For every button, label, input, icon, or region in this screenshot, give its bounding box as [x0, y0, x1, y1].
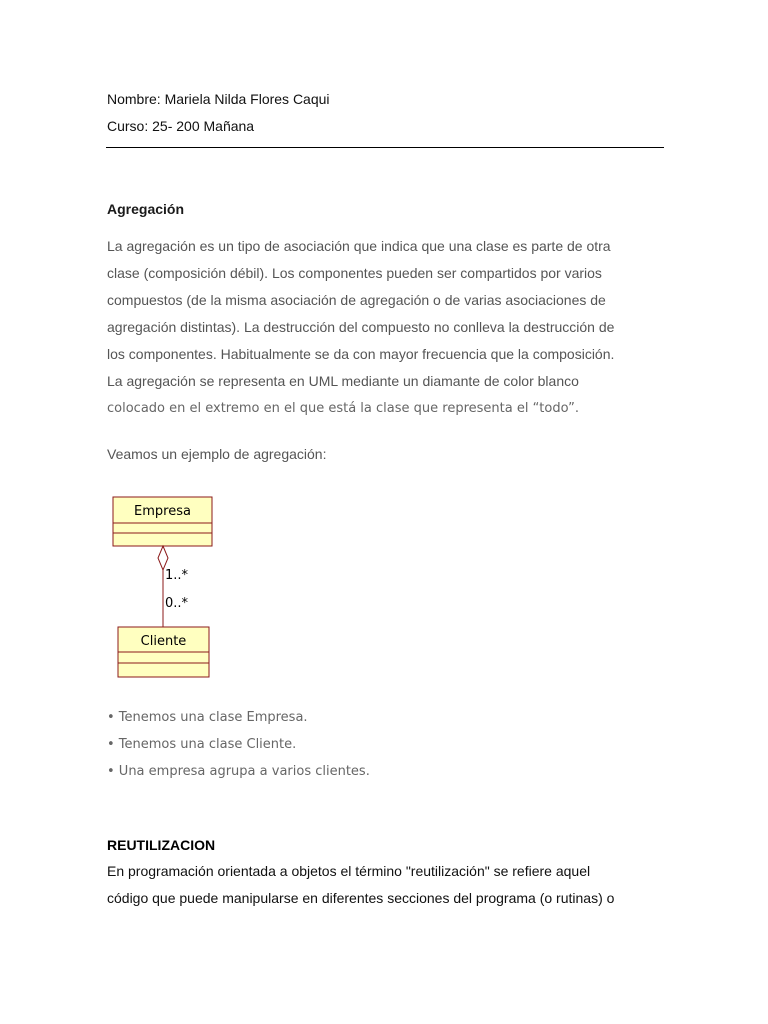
multiplicity-top: 1..*: [165, 568, 189, 583]
multiplicity-bottom: 0..*: [165, 596, 189, 611]
paragraph-line: La agregación es un tipo de asociación que indica que una clase es parte de otra: [107, 238, 611, 254]
reutilizacion-paragraph: [107, 858, 667, 912]
example-intro: Veamos un ejemplo de agregación:: [107, 446, 327, 462]
paragraph-line: clase (composición débil). Los componentes pueden ser compartidos por varios: [107, 265, 602, 281]
course-line: Curso: 25- 200 Mañana: [107, 118, 255, 134]
paragraph-line: código que puede manipularse en diferentes secciones del programa (o rutinas) o: [107, 890, 615, 906]
uml-aggregation-diagram: [100, 490, 240, 690]
bullet-item: • Tenemos una clase Empresa.: [107, 710, 308, 725]
paragraph-line: En programación orientada a objetos el término "reutilización" se refiere aquel: [107, 863, 591, 879]
bullet-item: • Una empresa agrupa a varios clientes.: [107, 764, 370, 779]
section-title-agregacion: Agregación: [107, 201, 185, 217]
paragraph-line: agregación distintas). La destrucción del compuesto no conlleva la destrucción de: [107, 319, 615, 335]
section-title-reutilizacion: REUTILIZACION: [107, 837, 216, 853]
student-name: Nombre: Mariela Nilda Flores Caqui: [107, 91, 330, 107]
class-name-cliente: Cliente: [140, 634, 187, 649]
uml-class-empresa: [113, 497, 212, 546]
aggregation-diamond-icon: [158, 546, 168, 570]
uml-class-cliente: [118, 627, 209, 677]
paragraph-line: La agregación se representa en UML mediante un diamante de color blanco: [107, 373, 579, 389]
paragraph-line: los componentes. Habitualmente se da con mayor frecuencia que la composición.: [107, 346, 615, 362]
class-name-empresa: Empresa: [134, 504, 191, 519]
bullet-item: • Tenemos una clase Cliente.: [107, 737, 297, 752]
paragraph-line: colocado en el extremo en el que está la clase que representa el “todo”.: [107, 401, 579, 416]
paragraph-line: compuestos (de la misma asociación de agregación o de varias asociaciones de: [107, 292, 606, 308]
agregacion-paragraph: [107, 233, 667, 422]
header-divider: [106, 147, 664, 148]
